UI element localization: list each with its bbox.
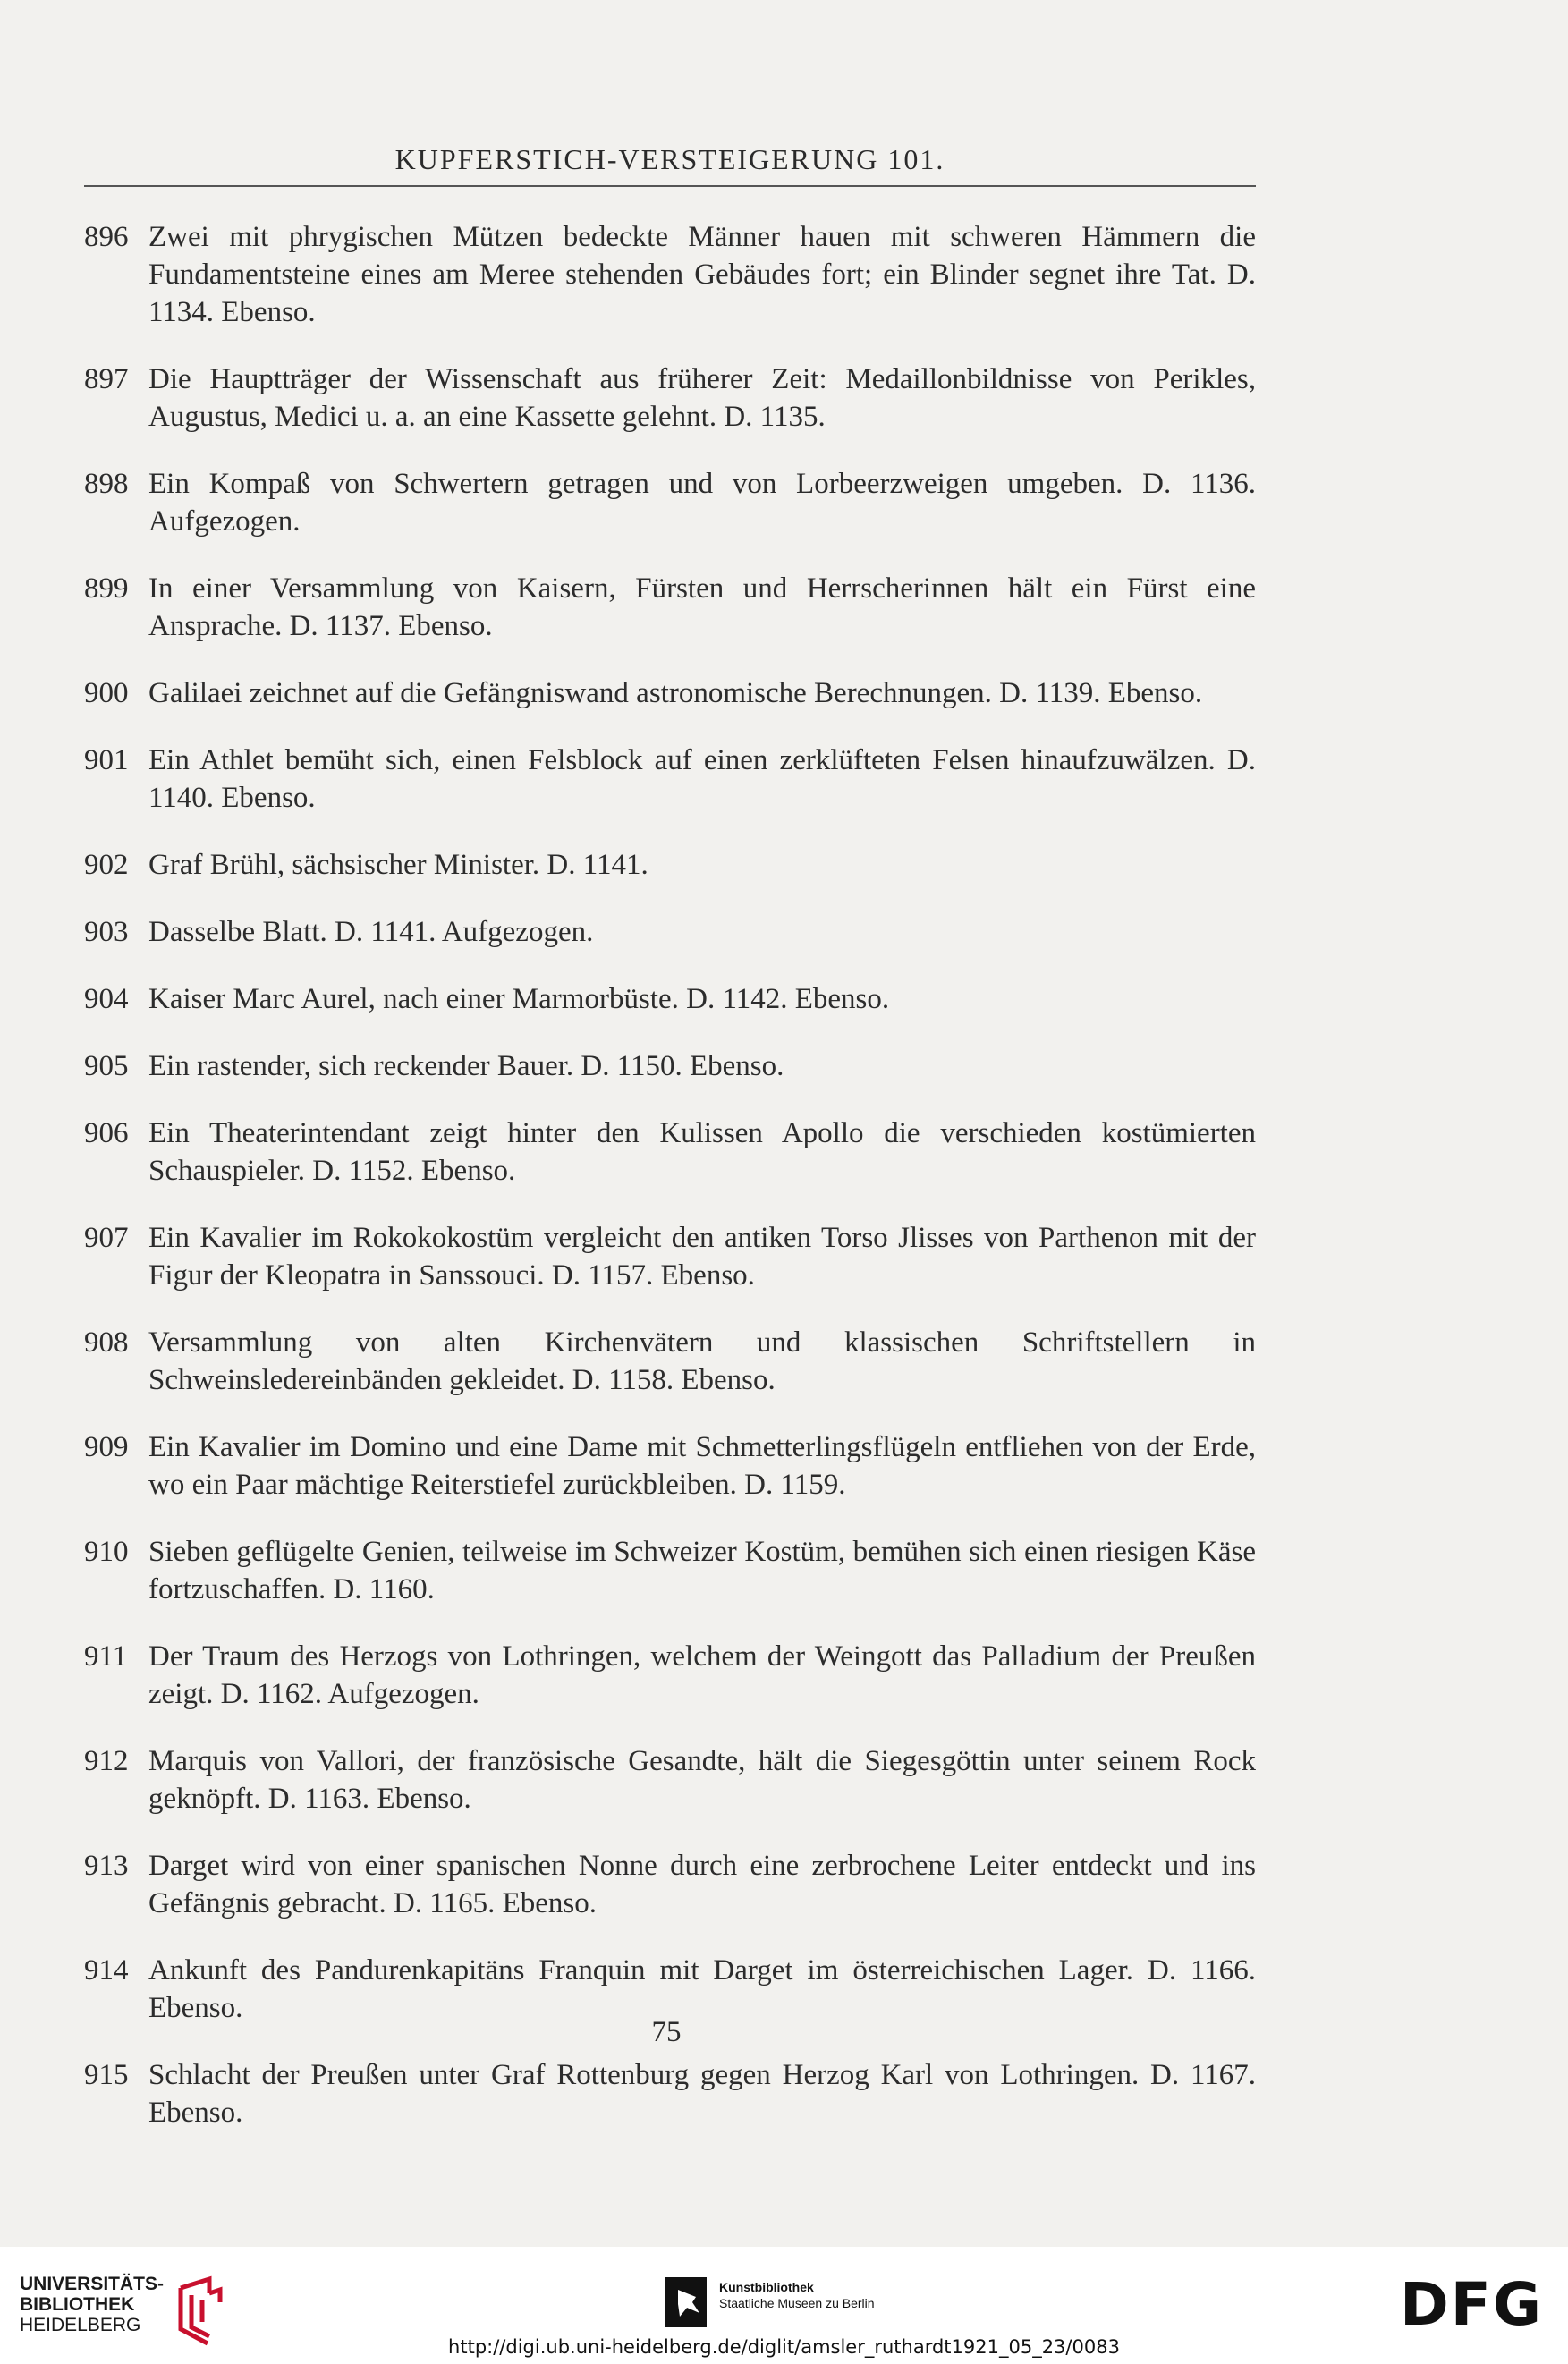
catalog-entry: [84, 1638, 1256, 1713]
catalog-entry: [84, 465, 1256, 540]
entry-number: 911: [84, 1640, 128, 1673]
entry-description: Die Hauptträger der Wissenschaft aus früherer Zeit: Medaillonbildnisse von Perikles, Augustus, Medici u. a. an eine Kassette gelehnt. D. 1135.: [148, 363, 1256, 433]
running-head: KUPFERSTICH-VERSTEIGERUNG 101.: [394, 143, 945, 175]
catalog-entry: [84, 1114, 1256, 1190]
ub-line-1: UNIVERSITÄTS-: [20, 2274, 165, 2294]
entry-number: 903: [84, 916, 129, 948]
entry-number: 896: [84, 221, 129, 253]
catalog-entry: [84, 2056, 1256, 2131]
kunstbibliothek-emblem-icon: [665, 2277, 707, 2327]
entry-number: 908: [84, 1326, 129, 1359]
catalog-entry: [84, 218, 1256, 331]
catalog-entry: [84, 1324, 1256, 1399]
entry-description: Ein Kompaß von Schwertern getragen und von Lorbeerzweigen umgeben. D. 1136. Aufgezogen.: [148, 468, 1256, 538]
ub-heidelberg-logo[interactable]: [20, 2274, 225, 2345]
entry-number: 897: [84, 363, 129, 395]
entry-number: 910: [84, 1536, 129, 1568]
entry-number: 912: [84, 1745, 129, 1777]
entry-description: Ein Kavalier im Domino und eine Dame mit Schmetterlingsflügeln entfliehen von der Erde, wo ein Paar mächtige Reiterstiefel zurückbleiben. D. 1159.: [148, 1431, 1256, 1501]
kunstbibliothek-text: [719, 2279, 875, 2311]
permalink-url[interactable]: http://digi.ub.uni-heidelberg.de/diglit/amsler_ruthardt1921_05_23/0083: [448, 2336, 1120, 2358]
entry-description: Der Traum des Herzogs von Lothringen, welchem der Weingott das Palladium der Preußen zeigt. D. 1162. Aufgezogen.: [148, 1640, 1256, 1710]
entry-number: 914: [84, 1954, 129, 1987]
entry-description: Ankunft des Pandurenkapitäns Franquin mit Darget im österreichischen Lager. D. 1166. Ebenso.: [148, 1954, 1256, 2024]
ub-line-2: BIBLIOTHEK: [20, 2294, 135, 2315]
catalog-entry: [84, 741, 1256, 817]
catalog-entry: [84, 570, 1256, 645]
entry-description: Ein Athlet bemüht sich, einen Felsblock auf einen zerklüfteten Felsen hinaufzuwälzen. D. 1140. Ebenso.: [148, 744, 1256, 814]
entry-description: Darget wird von einer spanischen Nonne durch eine zerbrochene Leiter entdeckt und ins Gefängnis gebracht. D. 1165. Ebenso.: [148, 1850, 1256, 1919]
catalog-entry: [84, 846, 1256, 884]
entry-description: Sieben geflügelte Genien, teilweise im Schweizer Kostüm, bemühen sich einen riesigen Käse fortzuschaffen. D. 1160.: [148, 1536, 1256, 1606]
ub-line-3: HEIDELBERG: [20, 2315, 141, 2335]
entry-number: 900: [84, 677, 129, 709]
header-rule: [84, 185, 1256, 187]
entry-number: 906: [84, 1117, 129, 1149]
catalog-entry: [84, 1047, 1256, 1085]
entry-number: 913: [84, 1850, 129, 1882]
entry-number: 905: [84, 1050, 129, 1082]
entry-description: Schlacht der Preußen unter Graf Rottenburg gegen Herzog Karl von Lothringen. D. 1167. Ebenso.: [148, 2059, 1256, 2129]
kb-line-2: Staatliche Museen zu Berlin: [719, 2296, 875, 2310]
dfg-logo[interactable]: DFG: [1399, 2270, 1543, 2339]
ub-heidelberg-text: [20, 2274, 164, 2335]
entry-description: Versammlung von alten Kirchenvätern und klassischen Schriftstellern in Schweinsledereinbänden gekleidet. D. 1158. Ebenso.: [148, 1326, 1256, 1396]
entry-description: Graf Brühl, sächsischer Minister. D. 1141.: [148, 849, 648, 881]
catalog-entry: [84, 1847, 1256, 1922]
catalog-entries: [84, 218, 1256, 2161]
entry-description: In einer Versammlung von Kaisern, Fürsten und Herrscherinnen hält ein Fürst eine Ansprache. D. 1137. Ebenso.: [148, 572, 1256, 642]
entry-description: Dasselbe Blatt. D. 1141. Aufgezogen.: [148, 916, 594, 948]
catalog-entry: [84, 913, 1256, 951]
catalog-entry: [84, 1428, 1256, 1504]
kb-line-1: Kunstbibliothek: [719, 2280, 814, 2294]
entry-number: 899: [84, 572, 129, 605]
entry-description: Galilaei zeichnet auf die Gefängniswand astronomische Berechnungen. D. 1139. Ebenso.: [148, 677, 1203, 709]
catalog-entry: [84, 1219, 1256, 1294]
catalog-entry: [84, 1533, 1256, 1608]
entry-number: 909: [84, 1431, 129, 1463]
catalog-entry: [84, 674, 1256, 712]
entry-description: Ein rastender, sich reckender Bauer. D. 1150. Ebenso.: [148, 1050, 784, 1082]
entry-number: 907: [84, 1222, 129, 1254]
entry-number: 904: [84, 983, 129, 1015]
entry-description: Ein Kavalier im Rokokokostüm vergleicht den antiken Torso Jlisses von Parthenon mit der Figur der Kleopatra in Sanssouci. D. 1157. Ebenso.: [148, 1222, 1256, 1292]
catalog-entry: [84, 980, 1256, 1018]
catalog-entry: [84, 1742, 1256, 1817]
entry-number: 898: [84, 468, 129, 500]
entry-number: 915: [84, 2059, 129, 2091]
entry-description: Kaiser Marc Aurel, nach einer Marmorbüste. D. 1142. Ebenso.: [148, 983, 890, 1015]
entry-description: Ein Theaterintendant zeigt hinter den Kulissen Apollo die verschieden kostümierten Schauspieler. D. 1152. Ebenso.: [148, 1117, 1256, 1187]
entry-description: Marquis von Vallori, der französische Gesandte, hält die Siegesgöttin unter seinem Rock geknöpft. D. 1163. Ebenso.: [148, 1745, 1256, 1815]
footer-bar: [0, 2247, 1568, 2364]
catalog-entry: [84, 360, 1256, 436]
entry-number: 902: [84, 849, 129, 881]
kunstbibliothek-logo[interactable]: [665, 2267, 898, 2338]
entry-description: Zwei mit phrygischen Mützen bedeckte Männer hauen mit schweren Hämmern die Fundamentsteine eines am Meree stehenden Gebäudes fort; ein Blinder segnet ihre Tat. D. 1134. Ebenso.: [148, 221, 1256, 328]
entry-number: 901: [84, 744, 129, 776]
page-number: 75: [651, 2016, 682, 2048]
